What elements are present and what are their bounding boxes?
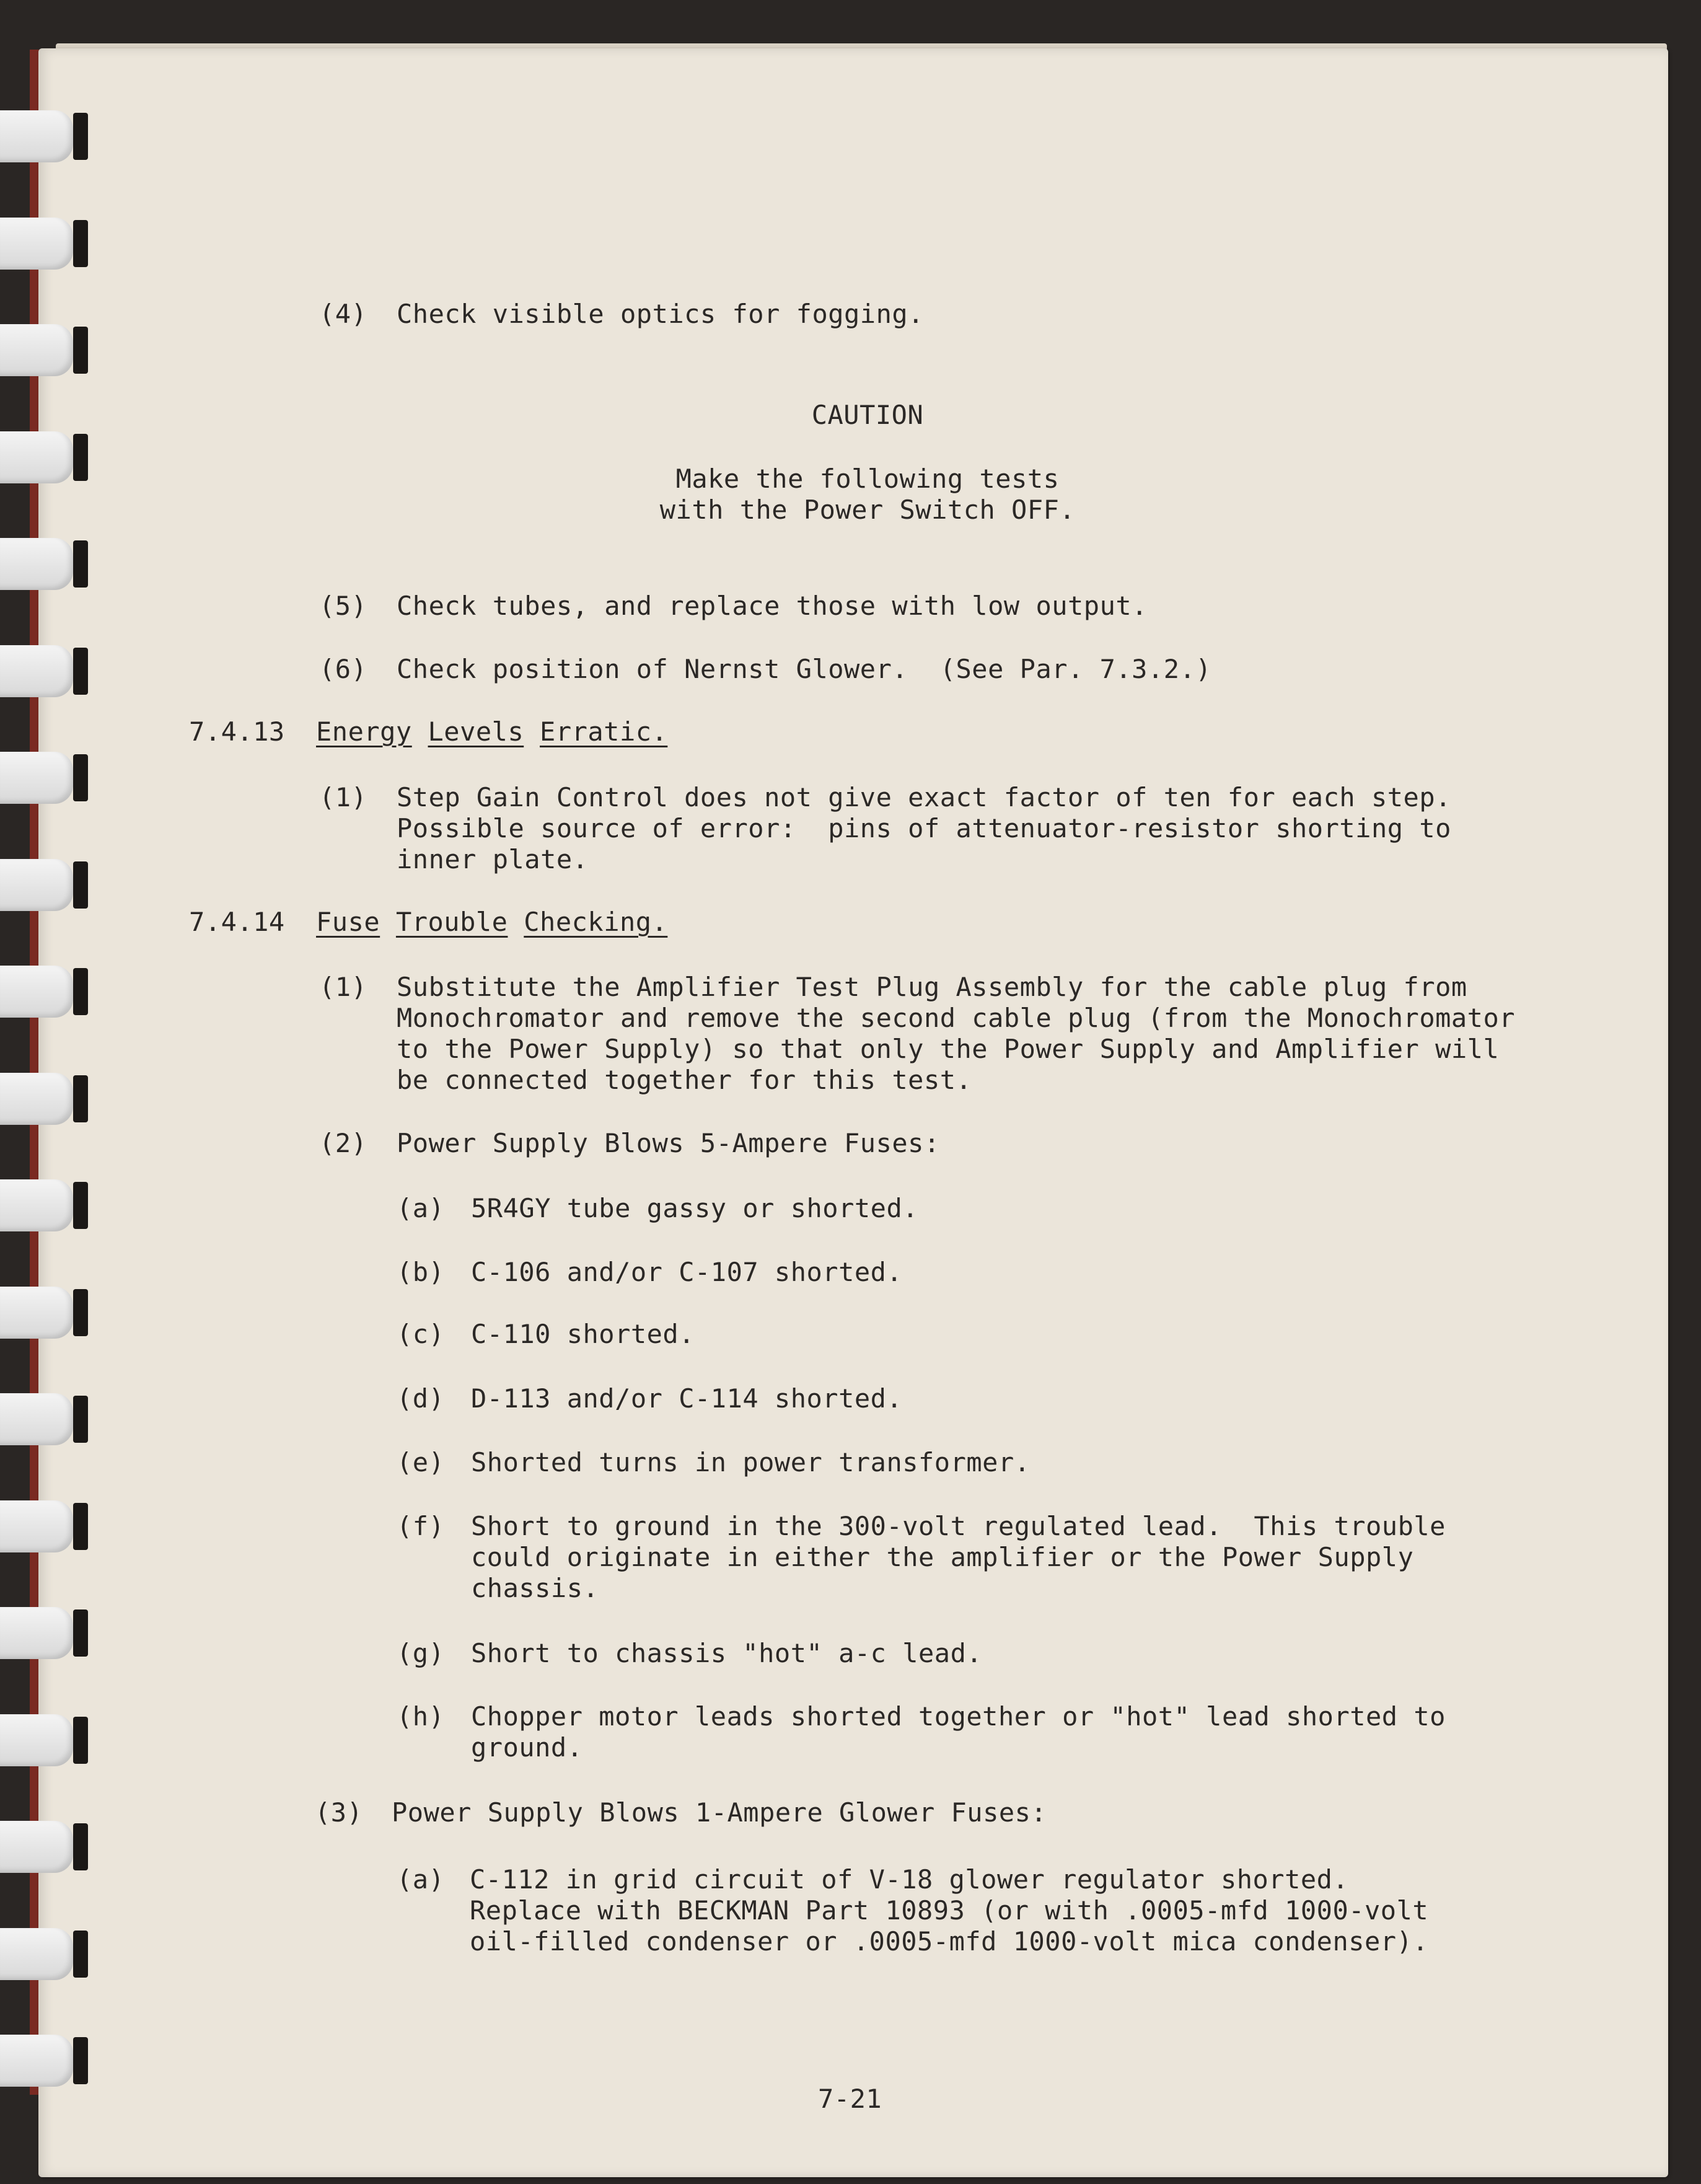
section-14-item-3-number: (3) bbox=[315, 1797, 363, 1828]
binding-hole bbox=[73, 220, 88, 267]
binding-ring bbox=[0, 1821, 93, 1873]
item-6-number: (6) bbox=[319, 654, 367, 684]
binding-ring-loop bbox=[0, 431, 73, 483]
sub-e-number: (e) bbox=[397, 1447, 445, 1477]
section-7-4-13-number: 7.4.13 bbox=[189, 716, 285, 747]
binding-ring-loop bbox=[0, 1073, 73, 1125]
caution-line-2: with the Power Switch OFF. bbox=[659, 495, 1076, 525]
sub3-a-line-2: Replace with BECKMAN Part 10893 (or with .0005-mfd 1000-volt bbox=[470, 1895, 1429, 1926]
binding-hole bbox=[73, 1609, 88, 1657]
section-13-item-1-line-1: Step Gain Control does not give exact factor of ten for each step. bbox=[397, 782, 1451, 812]
sub-h-number: (h) bbox=[397, 1701, 445, 1732]
binding-hole bbox=[73, 1503, 88, 1550]
binding-hole bbox=[73, 1931, 88, 1978]
binding-ring-loop bbox=[0, 645, 73, 697]
section-7-4-13-heading: Energy Levels Erratic. bbox=[316, 716, 668, 747]
binding-hole bbox=[73, 113, 88, 160]
section-14-item-2-text: Power Supply Blows 5-Ampere Fuses: bbox=[397, 1128, 940, 1158]
binding-hole bbox=[73, 1823, 88, 1870]
binding-hole bbox=[73, 327, 88, 374]
binding-ring-loop bbox=[0, 966, 73, 1018]
binding-ring bbox=[0, 1073, 93, 1125]
section-13-item-1-number: (1) bbox=[319, 782, 367, 812]
section-13-item-1-line-3: inner plate. bbox=[397, 844, 589, 874]
sub-f-line-2: could originate in either the amplifier or the Power Supply bbox=[471, 1542, 1414, 1572]
binding-hole bbox=[73, 1289, 88, 1336]
binding-hole bbox=[73, 540, 88, 588]
binding-hole bbox=[73, 2037, 88, 2084]
binding-ring-loop bbox=[0, 538, 73, 590]
section-14-item-1-line-3: to the Power Supply) so that only the Power Supply and Amplifier will bbox=[397, 1034, 1500, 1064]
binding-hole bbox=[73, 1717, 88, 1764]
sub-b-text: C-106 and/or C-107 shorted. bbox=[471, 1257, 903, 1287]
binding-ring bbox=[0, 324, 93, 376]
sub-g-text: Short to chassis "hot" a-c lead. bbox=[471, 1638, 983, 1668]
section-7-4-14-number: 7.4.14 bbox=[189, 907, 285, 937]
binding-ring-loop bbox=[0, 218, 73, 270]
spiral-binding bbox=[0, 0, 99, 2184]
sub-c-text: C-110 shorted. bbox=[471, 1319, 695, 1349]
binding-hole bbox=[73, 648, 88, 695]
binding-hole bbox=[73, 861, 88, 909]
binding-hole bbox=[73, 1182, 88, 1229]
sub-f-line-3: chassis. bbox=[471, 1573, 599, 1603]
binding-ring-loop bbox=[0, 1607, 73, 1659]
section-14-item-3-text: Power Supply Blows 1-Ampere Glower Fuses: bbox=[392, 1797, 1047, 1828]
binding-ring bbox=[0, 645, 93, 697]
binding-ring-loop bbox=[0, 1714, 73, 1766]
binding-hole bbox=[73, 968, 88, 1015]
binding-ring-loop bbox=[0, 1928, 73, 1980]
item-5-text: Check tubes, and replace those with low output. bbox=[397, 591, 1148, 621]
binding-ring-loop bbox=[0, 1287, 73, 1339]
binding-ring bbox=[0, 1714, 93, 1766]
item-5-number: (5) bbox=[319, 591, 367, 621]
sub3-a-line-1: C-112 in grid circuit of V-18 glower regulator shorted. bbox=[470, 1864, 1349, 1895]
binding-ring-loop bbox=[0, 1179, 73, 1231]
binding-ring bbox=[0, 431, 93, 483]
binding-ring bbox=[0, 752, 93, 804]
caution-title: CAUTION bbox=[811, 400, 924, 430]
section-14-item-1-number: (1) bbox=[319, 972, 367, 1002]
binding-ring-loop bbox=[0, 859, 73, 911]
sub-f-number: (f) bbox=[397, 1511, 445, 1541]
section-14-item-2-number: (2) bbox=[319, 1128, 367, 1158]
section-13-item-1-line-2: Possible source of error: pins of attenuator-resistor shorting to bbox=[397, 813, 1451, 843]
binding-hole bbox=[73, 1075, 88, 1122]
binding-ring bbox=[0, 1928, 93, 1980]
binding-ring bbox=[0, 2035, 93, 2087]
document-page bbox=[38, 48, 1668, 2177]
section-14-item-1-line-2: Monochromator and remove the second cable plug (from the Monochromator bbox=[397, 1003, 1516, 1033]
sub-e-text: Shorted turns in power transformer. bbox=[471, 1447, 1031, 1477]
section-14-item-1-line-4: be connected together for this test. bbox=[397, 1065, 972, 1095]
caution-line-1: Make the following tests bbox=[675, 464, 1060, 494]
sub-a-number: (a) bbox=[397, 1193, 445, 1223]
binding-ring bbox=[0, 1500, 93, 1552]
sub-g-number: (g) bbox=[397, 1638, 445, 1668]
binding-ring-loop bbox=[0, 752, 73, 804]
section-14-item-1-line-1: Substitute the Amplifier Test Plug Assembly for the cable plug from bbox=[397, 972, 1467, 1002]
binding-ring bbox=[0, 110, 93, 162]
sub3-a-line-3: oil-filled condenser or .0005-mfd 1000-volt mica condenser). bbox=[470, 1926, 1429, 1957]
item-4-number: (4) bbox=[319, 299, 367, 329]
binding-hole bbox=[73, 754, 88, 801]
binding-ring bbox=[0, 218, 93, 270]
sub-a-text: 5R4GY tube gassy or shorted. bbox=[471, 1193, 919, 1223]
sub-h-line-1: Chopper motor leads shorted together or "hot" lead shorted to bbox=[471, 1701, 1446, 1732]
sub-b-number: (b) bbox=[397, 1257, 445, 1287]
binding-ring bbox=[0, 1287, 93, 1339]
binding-ring bbox=[0, 1607, 93, 1659]
item-4-text: Check visible optics for fogging. bbox=[397, 299, 924, 329]
binding-ring bbox=[0, 966, 93, 1018]
binding-ring-loop bbox=[0, 110, 73, 162]
page-number: 7-21 bbox=[818, 2084, 882, 2114]
sub-d-number: (d) bbox=[397, 1383, 445, 1414]
sub-f-line-1: Short to ground in the 300-volt regulated lead. This trouble bbox=[471, 1511, 1446, 1541]
sub-c-number: (c) bbox=[397, 1319, 445, 1349]
binding-ring-loop bbox=[0, 1393, 73, 1445]
binding-ring-loop bbox=[0, 1821, 73, 1873]
binding-ring-loop bbox=[0, 1500, 73, 1552]
binding-ring bbox=[0, 538, 93, 590]
binding-ring bbox=[0, 859, 93, 911]
sub-h-line-2: ground. bbox=[471, 1732, 583, 1763]
item-6-text: Check position of Nernst Glower. (See Par. 7.3.2.) bbox=[397, 654, 1212, 684]
binding-ring bbox=[0, 1179, 93, 1231]
binding-hole bbox=[73, 1396, 88, 1443]
sub-d-text: D-113 and/or C-114 shorted. bbox=[471, 1383, 903, 1414]
binding-hole bbox=[73, 434, 88, 481]
sub3-a-number: (a) bbox=[397, 1864, 445, 1895]
binding-ring bbox=[0, 1393, 93, 1445]
binding-ring-loop bbox=[0, 2035, 73, 2087]
section-7-4-14-heading: Fuse Trouble Checking. bbox=[316, 907, 668, 937]
binding-ring-loop bbox=[0, 324, 73, 376]
